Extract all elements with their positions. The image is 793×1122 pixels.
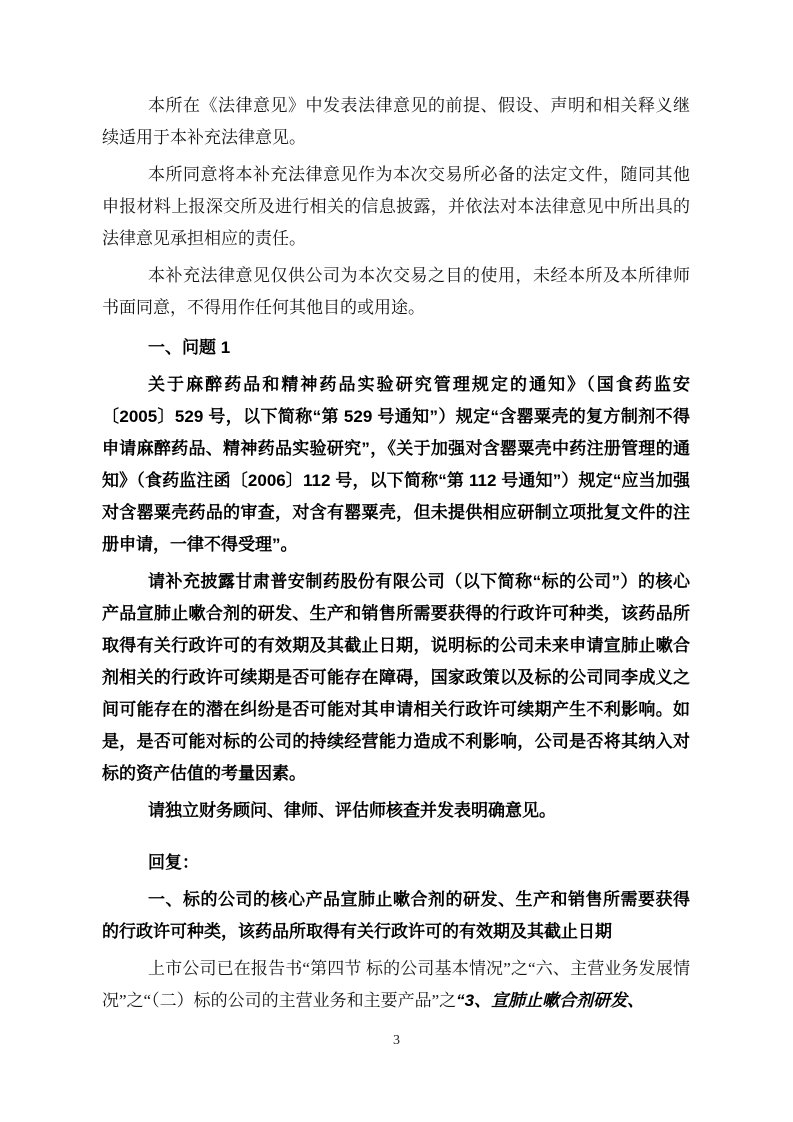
question-1-body-verification-request: 请独立财务顾问、律师、评估师核查并发表明确意见。 [148, 801, 556, 820]
question-1-body-disclosure-request: 请补充披露甘肃普安制药股份有限公司（以下简称“标的公司”）的核心产品宣肺止嗽合剂的研发、生产和销售所需要获得的行政许可种类，该药品所取得有关行政许可的有效期及其截止日期，说明标的公司未来申请宣肺止嗽合剂相关的行政许可续期是否可能存在障碍，国家政策以及标的公司同李成义之间可能存在的潜在纠纷是否可能对其申请相关行政许可续期产生不利影响。如是，是否可能对标的公司的持续经营能力造成不利影响，公司是否将其纳入对标的资产估值的考量因素。 [102, 572, 690, 783]
paragraph-premises: 本所在《法律意见》中发表法律意见的前提、假设、声明和相关释义继续适用于本补充法律意见。 [102, 96, 690, 147]
paragraph-usage-restriction: 本补充法律意见仅供公司为本次交易之目的使用，未经本所及本所律师书面同意，不得用作任何其他目的或用途。 [102, 266, 690, 317]
reply-body-regular-run: 上市公司已在报告书“第四节 标的公司基本情况”之“六、主营业务发展情况”之“（二）标的公司的主营业务和主要产品”之 [102, 959, 690, 1010]
reply-body-emphasis-run: “3、宣肺止嗽合剂研发、 [456, 991, 645, 1010]
reply-body-paragraph [102, 953, 690, 1017]
question-1-body-regulations: 关于麻醉药品和精神药品实验研究管理规定的通知》（国食药监安〔2005〕529 号，以下简称“第 529 号通知”）规定“含罂粟壳的复方制剂不得申请麻醉药品、精神药品实验研究”，《关于加强对含罂粟壳中药注册管理的通知》（食药监注函〔2006〕112 号，以下简称“第 112 号通知”）规定“应当加强对含罂粟壳药品的审查，对含有罂粟壳，但未提供相应研制立项批复文件的注册申请，一律不得受理”。 [102, 375, 690, 554]
question-1-heading: 一、问题 1 [148, 338, 231, 357]
paragraph-filing-consent: 本所同意将本补充法律意见作为本次交易所必备的法定文件，随同其他申报材料上报深交所及进行相关的信息披露，并依法对本法律意见中所出具的法律意见承担相应的责任。 [102, 165, 690, 248]
reply-section-1-heading: 一、标的公司的核心产品宣肺止嗽合剂的研发、生产和销售所需要获得的行政许可种类，该药品所取得有关行政许可的有效期及其截止日期 [102, 890, 690, 941]
page-number: 3 [393, 1033, 400, 1048]
reply-label: 回复： [148, 853, 199, 872]
